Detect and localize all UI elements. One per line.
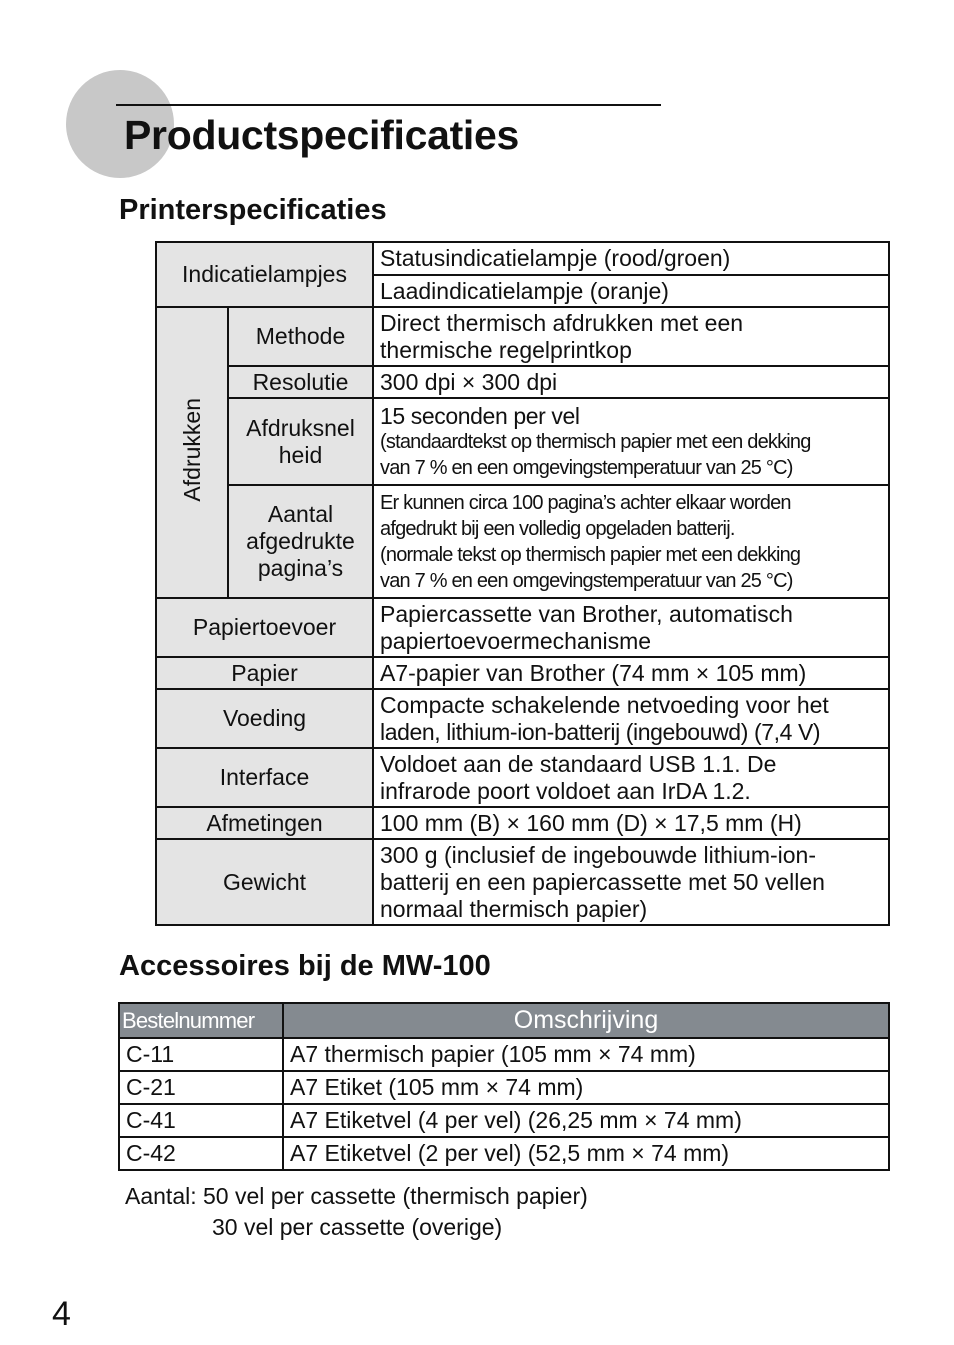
table-row: [119, 1038, 889, 1071]
spec-value: Er kunnen circa 100 pagina’s achter elkaar worden afgedrukt bij een volledig opgeladen batterij. (normale tekst op thermisch papier met een dekking van 7 % en een omgevingstemperatuur van 25 °C): [373, 485, 889, 598]
description: A7 Etiketvel (4 per vel) (26,25 mm × 74 mm): [283, 1104, 889, 1137]
table-row: [119, 1104, 889, 1137]
spec-row: [156, 366, 889, 398]
column-header-omschrijving: Omschrijving: [283, 1003, 889, 1038]
spec-value: Statusindicatielampje (rood/groen): [373, 242, 889, 275]
accessories-heading: Accessoires bij de MW-100: [119, 950, 491, 982]
spec-label: Gewicht: [156, 839, 373, 925]
printer-specs-heading: Printerspecificaties: [119, 194, 387, 226]
quantity-note-continued: 30 vel per cassette (overige): [212, 1214, 503, 1240]
title-rule: [116, 104, 661, 106]
spec-label: Afmetingen: [156, 807, 373, 839]
accessories-table: [118, 1002, 890, 1171]
spec-label: Aantal afgedrukte pagina’s: [228, 485, 373, 598]
description: A7 Etiketvel (2 per vel) (52,5 mm × 74 mm): [283, 1137, 889, 1170]
spec-row: [156, 839, 889, 925]
order-number: C-21: [119, 1071, 283, 1104]
spec-row: [156, 242, 889, 275]
spec-label: Papier: [156, 657, 373, 689]
spec-value: Voldoet aan de standaard USB 1.1. De infrarode poort voldoet aan IrDA 1.2.: [373, 748, 889, 807]
spec-label: Voeding: [156, 689, 373, 748]
page-number: 4: [52, 1295, 71, 1333]
spec-value: 100 mm (B) × 160 mm (D) × 17,5 mm (H): [373, 807, 889, 839]
spec-row: [156, 598, 889, 657]
spec-row: [156, 307, 889, 366]
quantity-note: Aantal: 50 vel per cassette (thermisch papier): [125, 1183, 588, 1209]
spec-value: 15 seconden per vel (standaardtekst op thermisch papier met een dekking van 7 % en een omgevingstemperatuur van 25 °C): [373, 398, 889, 485]
spec-value: 300 g (inclusief de ingebouwde lithium-ion- batterij en een papiercassette met 50 vellen normaal thermisch papier): [373, 839, 889, 925]
afdrukken-group-label: Afdrukken: [156, 307, 228, 598]
spec-row: [156, 689, 889, 748]
spec-row: [156, 807, 889, 839]
spec-value: 300 dpi × 300 dpi: [373, 366, 889, 398]
spec-label: Resolutie: [228, 366, 373, 398]
column-header-bestelnummer: Bestelnummer: [119, 1003, 283, 1038]
spec-value: A7-papier van Brother (74 mm × 105 mm): [373, 657, 889, 689]
table-row: [119, 1071, 889, 1104]
spec-row: [156, 748, 889, 807]
description: A7 thermisch papier (105 mm × 74 mm): [283, 1038, 889, 1071]
spec-label: Indicatielampjes: [156, 242, 373, 307]
spec-value: Laadindicatielampje (oranje): [373, 275, 889, 307]
spec-value: Direct thermisch afdrukken met een thermische regelprintkop: [373, 307, 889, 366]
page-title: Productspecificaties: [124, 112, 520, 158]
order-number: C-11: [119, 1038, 283, 1071]
spec-row: [156, 485, 889, 598]
table-header-row: [119, 1003, 889, 1038]
spec-label: Interface: [156, 748, 373, 807]
printer-spec-table: [155, 241, 890, 926]
description: A7 Etiket (105 mm × 74 mm): [283, 1071, 889, 1104]
spec-row: [156, 657, 889, 689]
order-number: C-42: [119, 1137, 283, 1170]
spec-label: Methode: [228, 307, 373, 366]
order-number: C-41: [119, 1104, 283, 1137]
spec-row: [156, 398, 889, 485]
spec-value: Papiercassette van Brother, automatisch papiertoevoermechanisme: [373, 598, 889, 657]
spec-value: Compacte schakelende netvoeding voor het laden, lithium-ion-batterij (ingebouwd) (7,4 V): [373, 689, 889, 748]
spec-label: Papiertoevoer: [156, 598, 373, 657]
spec-label: Afdruksnel heid: [228, 398, 373, 485]
table-row: [119, 1137, 889, 1170]
